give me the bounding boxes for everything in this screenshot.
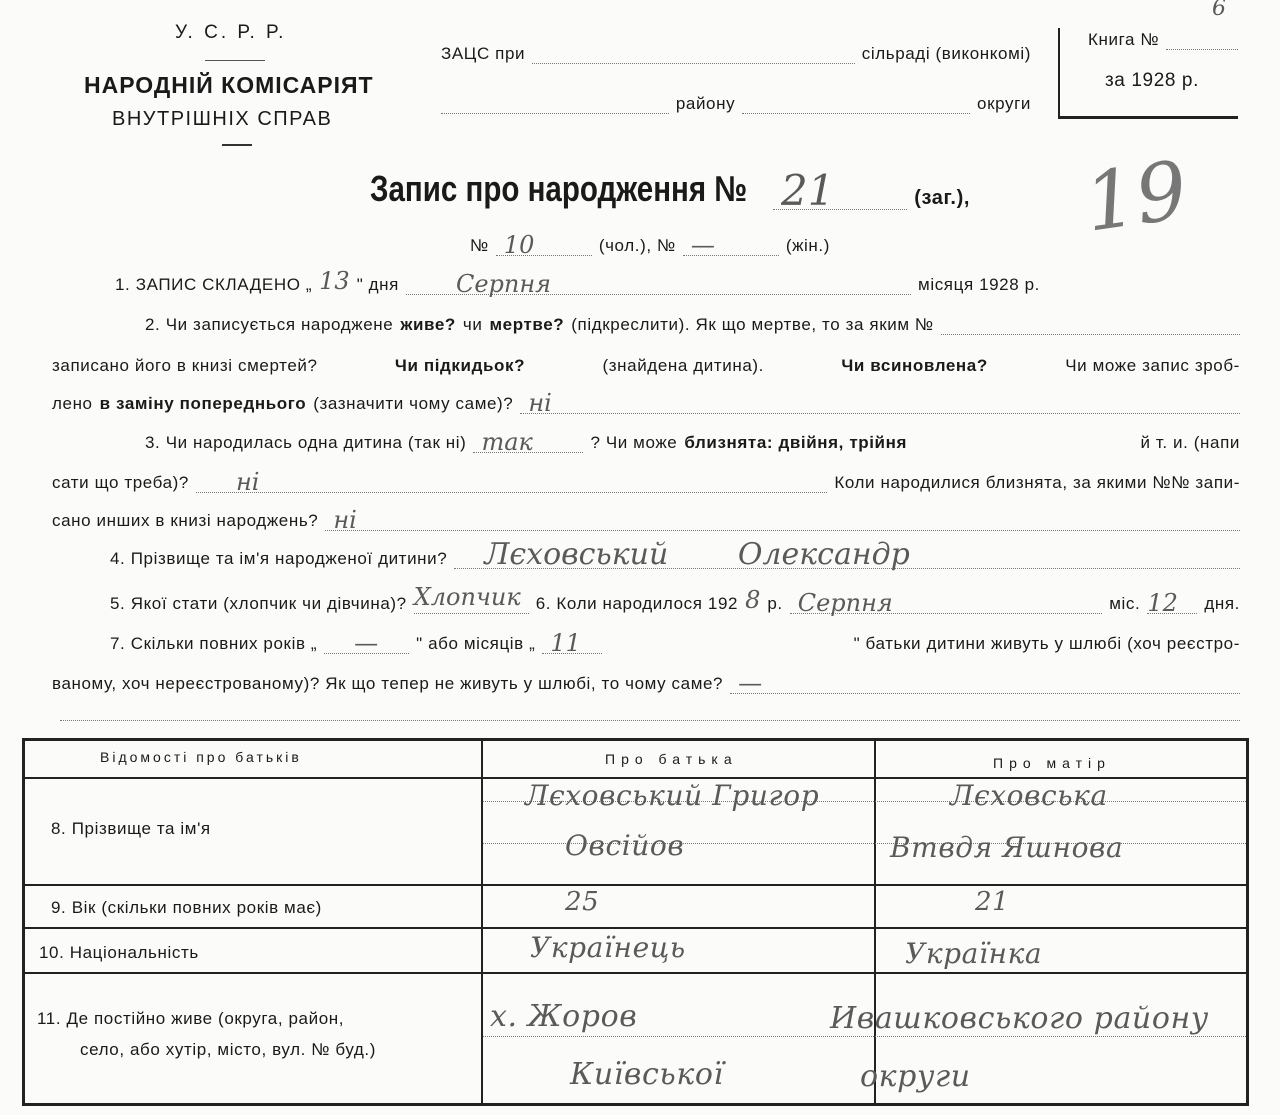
- mother-residence: Ивашковського району: [830, 1001, 1209, 1036]
- replacement-blank: [520, 389, 1240, 417]
- birth-year-digit: 8: [745, 586, 761, 614]
- book-number: [1088, 26, 1238, 50]
- birth-date-label: 6. Коли народилося 192: [535, 594, 739, 613]
- parents-table: [22, 738, 1249, 1106]
- republic-label: У. С. Р. Р.: [175, 22, 287, 43]
- row-age-label: 9. Вік (скільки повних років має): [51, 898, 322, 917]
- zags-blank: [532, 49, 855, 64]
- years-blank: [324, 629, 409, 657]
- female-blank: [683, 231, 779, 259]
- field-4: [110, 537, 1240, 572]
- field-2-line-2: [52, 352, 1240, 376]
- book-label: Книга №: [1088, 30, 1160, 49]
- book-value: 6: [1212, 0, 1226, 21]
- title-suffix: (заг.),: [914, 187, 970, 209]
- option-alive: живе?: [400, 315, 456, 334]
- title-number-blank: [773, 166, 907, 215]
- field-1-day-suffix: " дня: [356, 275, 399, 294]
- header-mother: Про матір: [993, 755, 1111, 771]
- raion-label: району: [675, 94, 736, 113]
- text: (зазначити чому саме)?: [313, 394, 514, 413]
- text: ваному, хоч нереєстрованому)? Як що тепер не живуть у шлюбі, то чому саме?: [52, 674, 724, 693]
- field-1-year: місяця 1928 р.: [918, 275, 1040, 294]
- row-nationality-label: 10. Національність: [39, 943, 199, 962]
- child-name-blank: [454, 537, 1240, 572]
- okruha-label: округи: [977, 94, 1031, 113]
- text: " або місяців „: [416, 634, 536, 653]
- header-info: Відомості про батьків: [100, 749, 302, 765]
- box-border: [1058, 28, 1060, 118]
- years-answer: —: [354, 629, 379, 657]
- text: Коли народилися близнята, за якими №№ запи-: [834, 473, 1240, 492]
- row-residence-label: 11. Де постійно живе (округа, район,: [37, 1009, 345, 1028]
- ministry-title: НАРОДНІЙ КОМІСАРІЯТ: [84, 72, 374, 98]
- field-2-line-1: [145, 311, 1240, 335]
- single-birth-answer: так: [481, 428, 533, 456]
- male-label: (чол.), №: [598, 236, 676, 255]
- birth-day-blank: [1147, 589, 1197, 617]
- zags-prefix: ЗАЦС при: [441, 44, 526, 63]
- child-name-label: 4. Прізвище та ім'я народженої дитини?: [110, 549, 448, 568]
- text: р.: [767, 594, 783, 613]
- twins-blank: [196, 468, 827, 496]
- text: записано його в книзі смертей?: [52, 356, 318, 375]
- text: сати що треба)?: [52, 473, 189, 492]
- sex-blank: [413, 583, 529, 614]
- ministry-subtitle: ВНУТРІШНІХ СПРАВ: [112, 108, 333, 130]
- single-birth-blank: [473, 428, 583, 456]
- replacement-answer: ні: [528, 389, 552, 417]
- divider: [222, 144, 252, 146]
- text-bold: Чи всиновлена?: [841, 356, 988, 375]
- text: (підкреслити). Як що мертве, то за яким №: [571, 315, 934, 334]
- box-border: [1058, 116, 1238, 119]
- text: 7. Скільки повних років „: [110, 634, 318, 653]
- divider: [205, 60, 265, 61]
- field-3-line-3: [52, 506, 1240, 534]
- row-divider: [25, 884, 1246, 886]
- title-text: Запис про народження №: [370, 168, 748, 209]
- text-bold: близнята: двійня, трійня: [684, 433, 907, 452]
- header-father: Про батька: [605, 751, 738, 767]
- field-3-line-1: [145, 428, 1240, 456]
- reason-answer: —: [738, 669, 763, 697]
- twins-answer: ні: [235, 468, 260, 496]
- field-1-day: 13: [319, 267, 350, 295]
- record-title: [370, 166, 970, 215]
- twins-records-answer: ні: [333, 506, 357, 534]
- zags-suffix: сільраді (виконкомі): [861, 44, 1031, 63]
- death-record-blank: [941, 320, 1240, 335]
- book-year: за 1928 р.: [1105, 70, 1199, 91]
- text: (знайдена дитина).: [602, 356, 764, 375]
- months-answer: 11: [550, 629, 581, 657]
- text: Чи може запис зроб-: [1065, 356, 1240, 375]
- birth-month-blank: [790, 589, 1103, 617]
- field-1-month-blank: [406, 270, 911, 298]
- text: ? Чи може: [590, 433, 678, 452]
- margin-note: 19: [1079, 143, 1193, 250]
- field-7-line-1: [110, 629, 1240, 657]
- father-patronymic: Овсійов: [565, 829, 685, 862]
- raion-line: [441, 90, 1031, 114]
- row-residence-label-2: село, або хутір, місто, вул. № буд.): [80, 1040, 377, 1059]
- mother-age: 21: [975, 887, 1010, 917]
- field-1-label: 1. ЗАПИС СКЛАДЕНО „: [115, 275, 313, 294]
- sex-answer: Хлопчик: [413, 583, 521, 611]
- birth-day: 12: [1147, 589, 1178, 617]
- mother-surname: Лєховська: [950, 779, 1108, 812]
- father-age: 25: [565, 887, 600, 917]
- column-divider: [874, 741, 876, 1103]
- option-dead: мертве?: [489, 315, 565, 334]
- twins-records-blank: [325, 506, 1240, 534]
- gender-numbers: [470, 231, 830, 259]
- text: 2. Чи записується народжене: [145, 315, 394, 334]
- row-name-label: 8. Прізвище та ім'я: [51, 819, 211, 838]
- sex-label: 5. Якої стати (хлопчик чи дівчина)?: [110, 594, 407, 613]
- text: дня.: [1204, 594, 1240, 613]
- raion-blank: [441, 99, 669, 114]
- text: " батьки дитини живуть у шлюбі (хоч реєстро-: [853, 634, 1240, 653]
- field-3-line-2: [52, 468, 1240, 496]
- book-blank: [1166, 35, 1238, 50]
- okruha-blank: [742, 99, 970, 114]
- field-1: [115, 267, 1040, 298]
- father-residence: х. Жоров: [490, 999, 638, 1034]
- field-2-line-3: [52, 389, 1240, 417]
- female-number: —: [690, 231, 715, 259]
- dotted-line: [483, 1036, 1246, 1037]
- mother-nationality: Українка: [905, 937, 1043, 970]
- birth-month: Серпня: [797, 589, 893, 617]
- male-prefix: №: [470, 236, 489, 255]
- zags-line: [441, 40, 1031, 64]
- mother-name: Втвдя Яшнова: [890, 831, 1124, 864]
- text: сано инших в книзі народжень?: [52, 511, 319, 530]
- row-divider: [25, 927, 1246, 929]
- father-nationality: Українець: [530, 931, 686, 964]
- father-residence-2: Київської: [570, 1057, 724, 1092]
- field-7-line-2: [52, 669, 1240, 697]
- reason-blank: [730, 669, 1240, 697]
- text-bold: в заміну попереднього: [99, 394, 307, 413]
- text: чи: [462, 315, 483, 334]
- text-bold: Чи підкидьок?: [394, 356, 526, 375]
- mother-residence-2: округи: [860, 1059, 971, 1094]
- column-divider: [481, 741, 483, 1103]
- text: й т. и. (напи: [1140, 433, 1240, 452]
- text: лено: [52, 394, 93, 413]
- row-divider: [25, 972, 1246, 974]
- male-number: 10: [503, 231, 535, 259]
- field-5-6: [110, 583, 1240, 617]
- dotted-divider: [60, 720, 1240, 721]
- father-surname: Лєховський Григор: [525, 779, 820, 812]
- text: міс.: [1109, 594, 1141, 613]
- field-1-month: Серпня: [455, 270, 552, 298]
- months-blank: [542, 629, 602, 657]
- title-number: 21: [781, 166, 835, 215]
- text: 3. Чи народилась одна дитина (так ні): [145, 433, 467, 452]
- child-name-answer: Лєховський Олександр: [484, 537, 910, 572]
- male-blank: [496, 231, 592, 259]
- female-label: (жін.): [785, 236, 830, 255]
